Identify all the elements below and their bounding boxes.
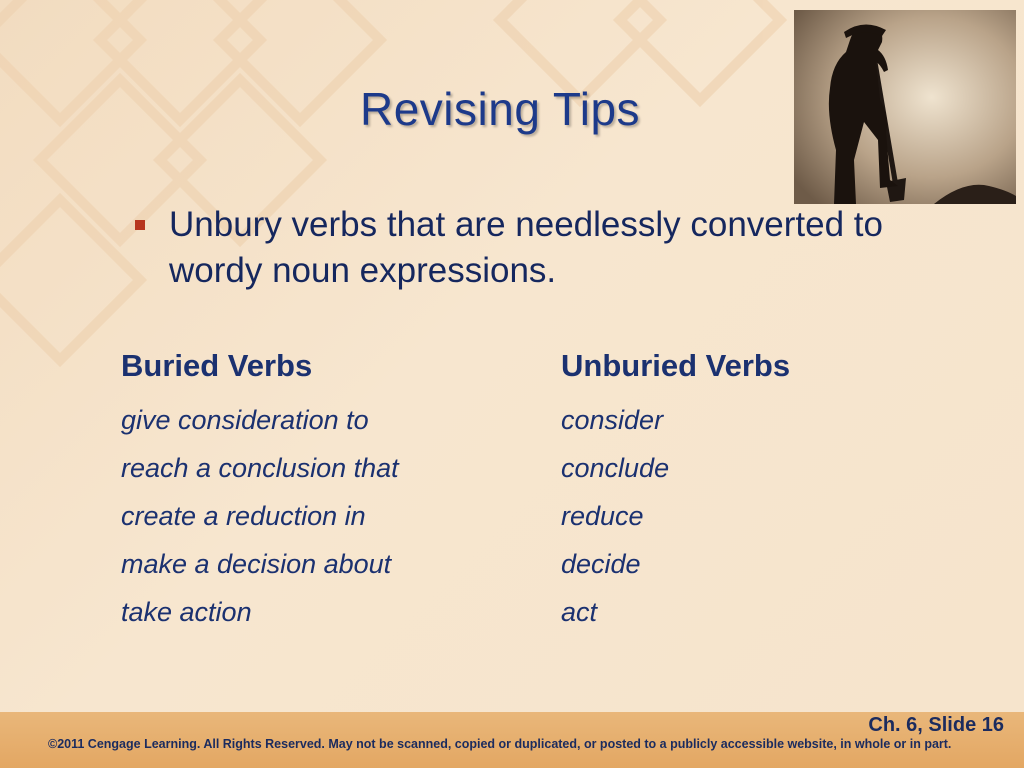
unburied-verb: conclude	[561, 452, 670, 483]
unburied-verb: consider	[561, 404, 664, 435]
table-row	[121, 492, 901, 540]
buried-verb: create a reduction in	[121, 500, 366, 531]
header-buried-verbs: Buried Verbs	[121, 348, 313, 383]
buried-verb: take action	[121, 596, 252, 627]
buried-verb: make a decision about	[121, 548, 392, 579]
bullet-item	[135, 202, 915, 294]
slide-title: Revising Tips	[360, 83, 641, 135]
table-row	[121, 444, 901, 492]
buried-verb: reach a conclusion that	[121, 452, 399, 483]
header-unburied-verbs: Unburied Verbs	[561, 348, 791, 383]
bullet-text: Unbury verbs that are needlessly converted to wordy noun expressions.	[169, 205, 883, 290]
unburied-verb: decide	[561, 548, 641, 579]
unburied-verb: reduce	[561, 500, 644, 531]
buried-verb: give consideration to	[121, 404, 369, 435]
table-row	[121, 396, 901, 444]
copyright-notice: ©2011 Cengage Learning. All Rights Reserved. May not be scanned, copied or duplicated, or posted to a publicly accessible website, in whole or in part.	[48, 737, 952, 751]
table-row	[121, 540, 901, 588]
bullet-square-icon	[135, 220, 145, 230]
table-row	[121, 588, 901, 636]
table-header-row	[121, 348, 901, 396]
slide-number: Ch. 6, Slide 16	[868, 714, 1004, 736]
unburied-verb: act	[561, 596, 598, 627]
verb-comparison-table	[121, 348, 901, 636]
digging-silhouette-image	[794, 10, 1016, 204]
